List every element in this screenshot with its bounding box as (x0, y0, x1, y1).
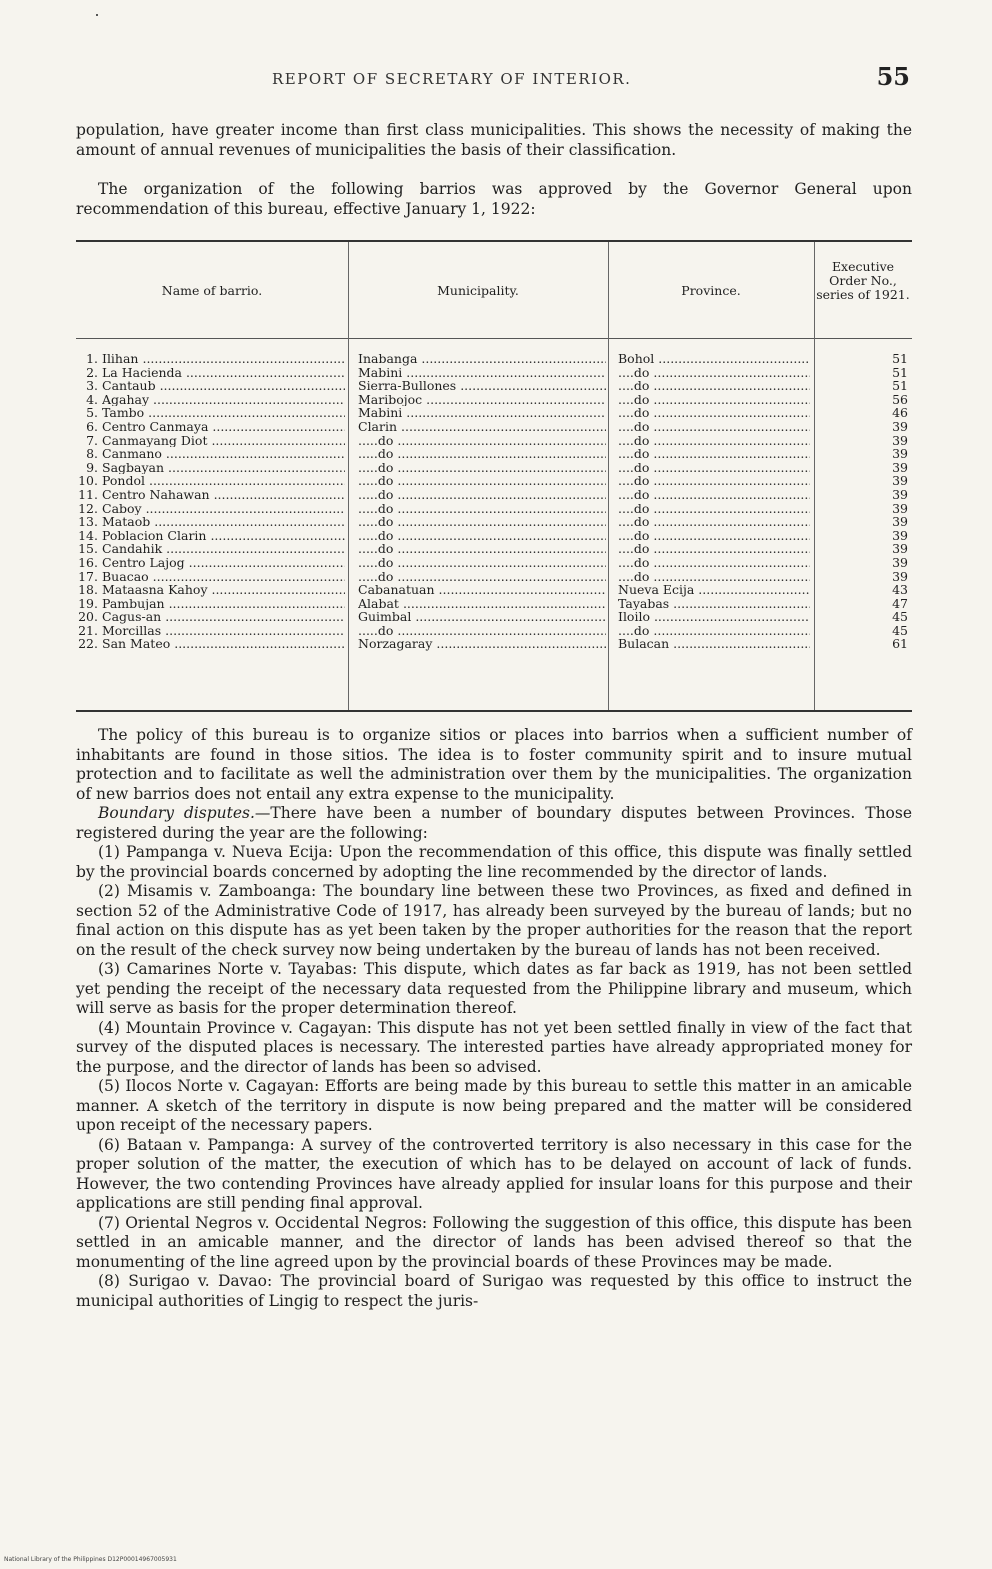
barrio-name: La Hacienda ..... (102, 366, 345, 380)
dispute-item: (4) Mountain Province v. Cagayan: This dispute has not yet been settled finally in view of the fact that survey of the disputed places is necessary. The interested parties have already appropriated money for the purpose, and the director of lands has been so advised. (76, 1018, 912, 1076)
province: ....do ..... (618, 434, 810, 448)
table-row (76, 434, 912, 448)
table-row (76, 474, 912, 488)
executive-order-number: 43 (892, 583, 908, 597)
executive-order-number: 51 (892, 352, 908, 366)
executive-order-number: 47 (892, 596, 908, 611)
province: ....do ..... (618, 624, 810, 638)
barrio-name: Mataasna Kahoy ..... (102, 583, 345, 597)
page-header (76, 62, 916, 102)
table-body (76, 352, 912, 651)
municipality: Norzagaray ..... (358, 637, 606, 651)
municipality: .....do ..... (358, 542, 606, 556)
executive-order-number: 56 (892, 392, 908, 407)
table-row (76, 610, 912, 624)
row-number: 12. (78, 501, 98, 516)
row-number: 2. (86, 365, 98, 380)
table-row (76, 406, 912, 420)
province: ....do ..... (618, 542, 810, 556)
barrio-name: Tambo ..... (102, 406, 345, 420)
executive-order-number: 39 (892, 515, 908, 529)
barrio-name: Agahay ..... (102, 393, 345, 407)
barrio-name: Poblacion Clarin ..... (102, 529, 345, 543)
executive-order-number: 45 (892, 623, 908, 638)
table-bottom-rule (76, 710, 912, 712)
table-row (76, 624, 912, 638)
barrio-name: San Mateo ..... (102, 637, 345, 651)
municipality: .....do ..... (358, 624, 606, 638)
barrio-name: Candahik ..... (102, 542, 345, 556)
row-number: 7. (86, 433, 98, 448)
barrio-name: Mataob ..... (102, 515, 345, 529)
boundary-disputes-paragraph (76, 804, 912, 843)
province: Bulacan ..... (618, 637, 810, 651)
executive-order-number: 39 (892, 555, 908, 570)
row-number: 3. (86, 379, 98, 393)
province: ....do ..... (618, 488, 810, 502)
row-number: 6. (86, 419, 98, 434)
province: ....do ..... (618, 379, 810, 393)
municipality: Inabanga ..... (358, 352, 606, 366)
municipality: .....do ..... (358, 488, 606, 502)
page-speck (96, 14, 98, 16)
row-number: 17. (78, 569, 98, 584)
row-number: 19. (78, 596, 98, 611)
row-number: 15. (78, 542, 98, 556)
row-number: 1. (86, 352, 98, 366)
table-header-rule (76, 338, 912, 339)
table-row (76, 420, 912, 434)
running-head: REPORT OF SECRETARY OF INTERIOR. (272, 70, 632, 88)
section-intro: —There have been a number of boundary disputes between Provinces. Those registered during the year are the following: (76, 804, 913, 842)
dispute-item: (8) Surigao v. Davao: The provincial board of Surigao was requested by this office to instruct the municipal authorities of Lingig to respect the juris- (76, 1272, 912, 1310)
row-number: 11. (78, 487, 98, 502)
municipality: Sierra-Bullones ..... (358, 379, 606, 393)
table-row (76, 597, 912, 611)
row-number: 22. (78, 637, 98, 652)
municipality: .....do ..... (358, 461, 606, 475)
province: ....do ..... (618, 570, 810, 584)
province: ....do ..... (618, 366, 810, 380)
table-row (76, 366, 912, 380)
table-top-rule (76, 240, 912, 242)
row-number: 4. (86, 392, 98, 407)
table-row (76, 352, 912, 366)
province: ....do ..... (618, 529, 810, 543)
barrio-name: Pondol ..... (102, 474, 345, 488)
barrio-name: Morcillas ..... (102, 624, 345, 638)
header-executive-order: Executive Order No., series of 1921. (816, 259, 910, 302)
row-number: 10. (78, 474, 98, 488)
executive-order-number: 61 (892, 637, 908, 652)
header-name-of-barrio: Name of barrio. (161, 283, 263, 298)
dispute-item: (5) Ilocos Norte v. Cagayan: Efforts are being made by this bureau to settle this matter in an amicable manner. A sketch of the territory in dispute is now being prepared and the matter will be considered upon receipt of the necessary papers. (76, 1077, 912, 1134)
barrio-name: Centro Nahawan ..... (102, 488, 345, 502)
barrio-name: Buacao ..... (102, 570, 345, 584)
province: ....do ..... (618, 393, 810, 407)
municipality: Clarin ..... (358, 420, 606, 434)
municipality: .....do ..... (358, 570, 606, 584)
barrio-name: Ilihan ..... (102, 352, 345, 366)
barrio-name: Canmano ..... (102, 447, 345, 461)
province: Tayabas ..... (618, 597, 810, 611)
executive-order-number: 46 (892, 406, 908, 420)
table-row (76, 542, 912, 556)
municipality: Mabini ..... (358, 366, 606, 380)
province: ....do ..... (618, 515, 810, 529)
table-row (76, 583, 912, 597)
municipality: .....do ..... (358, 502, 606, 516)
province: ....do ..... (618, 447, 810, 461)
row-number: 9. (86, 460, 98, 475)
province: ....do ..... (618, 556, 810, 570)
table-row (76, 461, 912, 475)
executive-order-number: 39 (892, 419, 908, 434)
row-number: 8. (86, 447, 98, 461)
row-number: 18. (78, 583, 98, 597)
executive-order-number: 39 (892, 487, 908, 502)
dispute-item: (7) Oriental Negros v. Occidental Negros: Following the suggestion of this office, this dispute has been settled in an amicable manner, and the director of lands has been advised thereof so that the monumenting of the line agreed upon by the provincial boards of these Provinces may be made. (76, 1213, 912, 1271)
province: ....do ..... (618, 461, 810, 475)
municipality: .....do ..... (358, 447, 606, 461)
municipality: .....do ..... (358, 556, 606, 570)
barrio-name: Cagus-an ..... (102, 610, 345, 624)
province: ....do ..... (618, 474, 810, 488)
barrio-table (76, 240, 912, 716)
body-text (76, 726, 912, 1311)
municipality: .....do ..... (358, 474, 606, 488)
municipality: Guimbal ..... (358, 610, 606, 624)
executive-order-number: 39 (892, 569, 908, 584)
barrio-name: Centro Canmaya ..... (102, 420, 345, 434)
dispute-item: (2) Misamis v. Zamboanga: The boundary line between these two Provinces, as fixed and defined in section 52 of the Administrative Code of 1917, has already been surveyed by the bureau of lands; but no final action on this dispute has as yet been taken by the proper authorities for the reason that the report on the result of the check survey now being undertaken by the bureau of lands has not been received. (76, 882, 912, 959)
table-row (76, 556, 912, 570)
executive-order-number: 45 (892, 610, 908, 624)
executive-order-number: 39 (892, 433, 908, 448)
intro-paragraph-2: The organization of the following barrios was approved by the Governor General upon recommendation of this bureau, effective January 1, 1922: (76, 180, 912, 218)
intro-paragraph-1: population, have greater income than first class municipalities. This shows the necessity of making the amount of annual revenues of municipalities the basis of their classification. (76, 121, 912, 159)
municipality: Maribojoc ..... (358, 393, 606, 407)
executive-order-number: 39 (892, 528, 908, 543)
province: ....do ..... (618, 502, 810, 516)
executive-order-number: 39 (892, 542, 908, 556)
table-row (76, 393, 912, 407)
table-row (76, 379, 912, 393)
dispute-item: (3) Camarines Norte v. Tayabas: This dispute, which dates as far back as 1919, has not been settled yet pending the receipt of the necessary data requested from the Philippine library and museum, which will serve as basis for the proper determination thereof. (76, 960, 912, 1017)
province: Bohol ..... (618, 352, 810, 366)
policy-paragraph: The policy of this bureau is to organize sitios or places into barrios when a sufficient number of inhabitants are found in those sitios. The idea is to foster community spirit and to insure mutual protection and to facilitate as well the administration over them by the municipalities. The organization of new barrios does not entail any extra expense to the municipality. (76, 726, 912, 803)
barrio-name: Pambujan ..... (102, 597, 345, 611)
table-row (76, 488, 912, 502)
table-row (76, 502, 912, 516)
executive-order-number: 39 (892, 460, 908, 475)
row-number: 14. (78, 528, 98, 543)
header-municipality: Municipality. (437, 283, 519, 298)
barrio-name: Cantaub ..... (102, 379, 345, 393)
executive-order-number: 51 (892, 379, 908, 393)
barrio-name: Centro Lajog ..... (102, 556, 345, 570)
municipality: Alabat ..... (358, 597, 606, 611)
municipality: Cabanatuan ..... (358, 583, 606, 597)
page-number: 55 (876, 62, 910, 91)
executive-order-number: 39 (892, 447, 908, 461)
municipality: .....do ..... (358, 529, 606, 543)
header-province: Province. (681, 283, 741, 298)
row-number: 5. (86, 406, 98, 420)
table-row (76, 447, 912, 461)
dispute-item: (6) Bataan v. Pampanga: A survey of the controverted territory is also necessary in this case for the proper solution of the matter, the execution of which has to be delayed on account of lack of funds. However, the two contending Provinces have already applied for insular loans for this purpose and their applications are still pending final approval. (76, 1135, 912, 1212)
table-row (76, 637, 912, 651)
barrio-name: Caboy ..... (102, 502, 345, 516)
section-heading: Boundary disputes. (98, 804, 255, 822)
barrio-name: Canmayang Diot ..... (102, 434, 345, 448)
barrio-name: Sagbayan ..... (102, 461, 345, 475)
executive-order-number: 51 (892, 365, 908, 380)
dispute-item: (1) Pampanga v. Nueva Ecija: Upon the recommendation of this office, this dispute was finally settled by the provincial boards concerned by adopting the line recommended by the director of lands. (76, 843, 912, 881)
row-number: 20. (78, 610, 98, 624)
province: Nueva Ecija ..... (618, 583, 810, 597)
municipality: .....do ..... (358, 434, 606, 448)
executive-order-number: 39 (892, 501, 908, 516)
table-row (76, 515, 912, 529)
province: ....do ..... (618, 406, 810, 420)
row-number: 13. (78, 515, 98, 529)
dispute-list (76, 843, 912, 1311)
footer-credit: National Library of the Philippines D12P00014967005931 (4, 1556, 177, 1563)
province: ....do ..... (618, 420, 810, 434)
municipality: Mabini ..... (358, 406, 606, 420)
table-row (76, 570, 912, 584)
row-number: 21. (78, 623, 98, 638)
municipality: .....do ..... (358, 515, 606, 529)
table-row (76, 529, 912, 543)
executive-order-number: 39 (892, 474, 908, 488)
row-number: 16. (78, 555, 98, 570)
province: Iloilo ..... (618, 610, 810, 624)
